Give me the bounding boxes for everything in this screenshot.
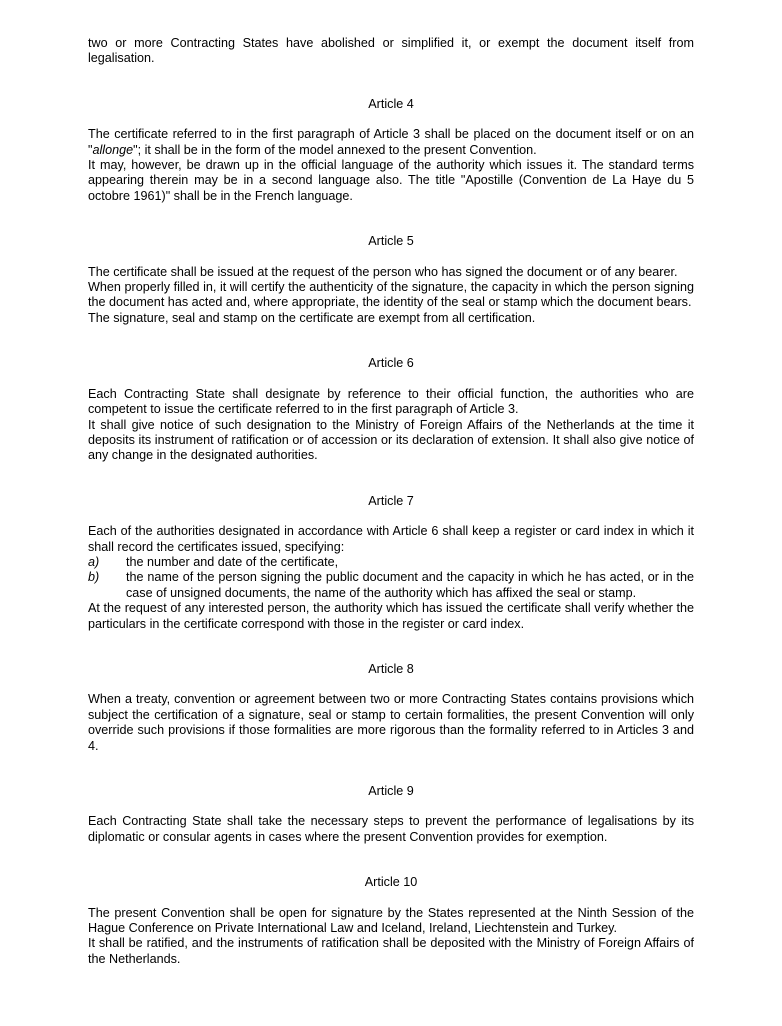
article-5-paragraph-2: When properly filled in, it will certify the authenticity of the signature, the capacity in which the person signing the document has acted and, where appropriate, the identity of the seal or stamp which the document bears.	[88, 280, 694, 310]
article-4-paragraph-1	[88, 127, 694, 158]
list-item-letter: a)	[88, 554, 100, 569]
article-10-paragraph-2: It shall be ratified, and the instruments of ratification shall be deposited with the Ministry of Foreign Affairs of the Netherlands.	[88, 936, 694, 966]
list-item	[88, 555, 694, 570]
article-6	[88, 356, 694, 463]
article-8-paragraph-1: When a treaty, convention or agreement between two or more Contracting States contains provisions which subject the certification of a signature, seal or stamp to certain formalities, the present Convention will only override such provisions if those formalities are more rigorous than the formality referred to in Articles 3 and 4.	[88, 692, 694, 753]
article-5-paragraph-3: The signature, seal and stamp on the certificate are exempt from all certification.	[88, 310, 536, 325]
article-4-p1-text-a: The certificate referred to in the first paragraph of Article 3 shall be placed on the document itself or on an "	[88, 127, 694, 157]
article-8	[88, 662, 694, 754]
article-4	[88, 97, 694, 204]
article-7-paragraph-2: At the request of any interested person, the authority which has issued the certificate shall verify whether the particulars in the certificate correspond with those in the register or card index.	[88, 601, 694, 631]
article-7	[88, 494, 694, 632]
document-page	[88, 36, 694, 967]
article-7-paragraph-1: Each of the authorities designated in accordance with Article 6 shall keep a register or card index in which it shall record the certificates issued, specifying:	[88, 524, 694, 554]
article-5	[88, 234, 694, 326]
article-10	[88, 875, 694, 967]
article-6-paragraph-1: Each Contracting State shall designate by reference to their official function, the authorities who are competent to issue the certificate referred to in the first paragraph of Article 3.	[88, 386, 694, 417]
list-item-text: the number and date of the certificate,	[126, 554, 339, 569]
article-5-heading: Article 5	[368, 234, 414, 249]
article-5-paragraph-1: The certificate shall be issued at the request of the person who has signed the document or of any bearer.	[88, 264, 678, 279]
article-10-paragraph-1: The present Convention shall be open for signature by the States represented at the Ninth Session of the Hague Conference on Private International Law and Iceland, Ireland, Liechtenstein and Turkey.	[88, 905, 694, 936]
article-10-heading: Article 10	[364, 875, 418, 890]
intro-paragraph: two or more Contracting States have abolished or simplified it, or exempt the document itself from legalisation.	[88, 36, 694, 66]
article-4-heading: Article 4	[368, 96, 414, 111]
article-4-p1-text-b: "; it shall be in the form of the model annexed to the present Convention.	[133, 142, 537, 157]
article-6-heading: Article 6	[368, 356, 414, 371]
article-4-p1-italic: allonge	[92, 142, 134, 157]
article-6-paragraph-2: It shall give notice of such designation to the Ministry of Foreign Affairs of the Netherlands at the time it deposits its instrument of ratification or of accession or its declaration of extension. It shall also give notice of any change in the designated authorities.	[88, 417, 694, 463]
article-8-heading: Article 8	[368, 661, 414, 676]
article-9-paragraph-1: Each Contracting State shall take the necessary steps to prevent the performance of legalisations by its diplomatic or consular agents in cases where the present Convention provides for exemption.	[88, 814, 694, 844]
article-9-heading: Article 9	[368, 784, 414, 798]
list-item	[88, 570, 694, 601]
article-9	[88, 784, 694, 845]
list-item-letter: b)	[88, 570, 100, 585]
article-7-heading: Article 7	[368, 493, 414, 508]
list-item-text: the name of the person signing the public document and the capacity in which he has acted, or in the case of unsigned documents, the name of the authority which has affixed the seal or stamp.	[126, 570, 694, 600]
article-4-paragraph-2: It may, however, be drawn up in the official language of the authority which issues it. The standard terms appearing therein may be in a second language also. The title "Apostille (Convention de La Haye du 5 octobre 1961)" shall be in the French language.	[88, 158, 694, 203]
